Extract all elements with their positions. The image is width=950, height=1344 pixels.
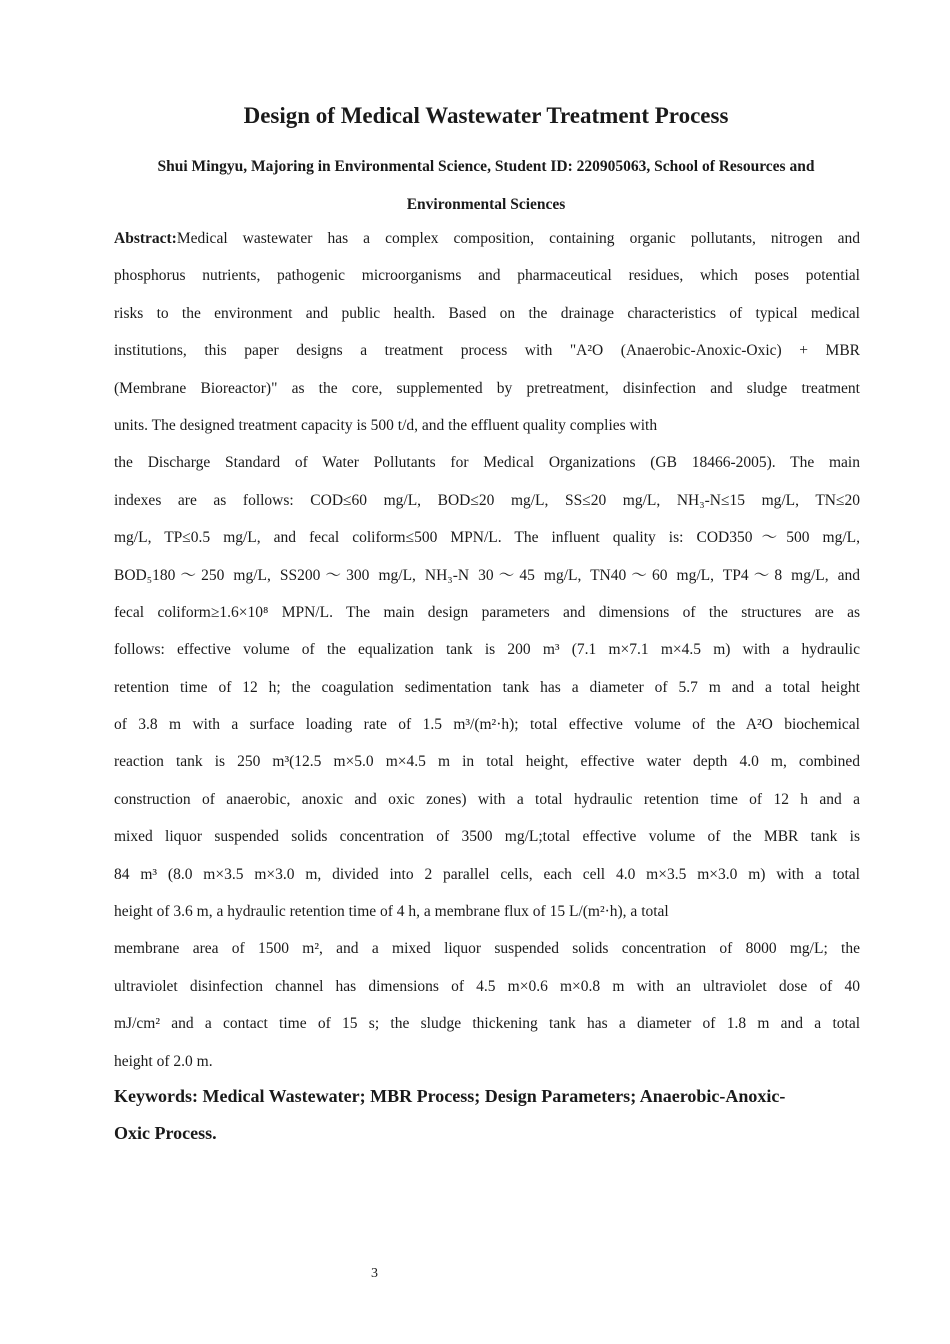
paper-title: Design of Medical Wastewater Treatment Process [243, 103, 729, 128]
abstract-line: risks to the environment and public health. Based on the drainage characteristics of typical medical [114, 304, 860, 322]
abstract-line: construction of anaerobic, anoxic and oxic zones) with a total hydraulic retention time of 12 h and a [114, 790, 860, 808]
abstract-line: phosphorus nutrients, pathogenic microorganisms and pharmaceutical residues, which poses potential [114, 267, 860, 285]
abstract-line [114, 220, 860, 257]
abstract-line: follows: effective volume of the equalization tank is 200 m³ (7.1 m×7.1 m×4.5 m) with a hydraulic [114, 641, 860, 659]
abstract-line: 84 m³ (8.0 m×3.5 m×3.0 m, divided into 2 parallel cells, each cell 4.0 m×3.5 m×3.0 m) with a total [114, 865, 860, 883]
abstract-line: height of 3.6 m, a hydraulic retention time of 4 h, a membrane flux of 15 L/(m²·h), a total [114, 903, 669, 921]
keywords-line-2: Oxic Process. [114, 1123, 217, 1143]
abstract-line: institutions, this paper designs a treatment process with "A²O (Anaerobic-Anoxic-Oxic) + MBR [114, 342, 860, 360]
abstract-text: Medical wastewater has a complex composition, containing organic pollutants, nitrogen and [176, 230, 860, 247]
abstract-line: membrane area of 1500 m², and a mixed liquor suspended solids concentration of 8000 mg/L; the [114, 940, 860, 958]
abstract-line: retention time of 12 h; the coagulation sedimentation tank has a diameter of 5.7 m and a total height [114, 678, 860, 696]
abstract-line: mJ/cm² and a contact time of 15 s; the sludge thickening tank has a diameter of 1.8 m and a total [114, 1015, 860, 1033]
abstract-label: Abstract: [114, 230, 177, 247]
author-info-line-2: Environmental Sciences [406, 196, 566, 213]
abstract-line: the Discharge Standard of Water Pollutants for Medical Organizations (GB 18466-2005). The main [114, 454, 860, 472]
abstract-line: indexes are as follows: COD≤60 mg/L, BOD≤20 mg/L, SS≤20 mg/L, NH₃-N≤15 mg/L, TN≤20 [114, 491, 860, 509]
abstract-line: mixed liquor suspended solids concentration of 3500 mg/L;total effective volume of the MBR tank is [114, 828, 860, 846]
abstract-line: fecal coliform≥1.6×10⁸ MPN/L. The main design parameters and dimensions of the structures are as [114, 603, 860, 621]
author-info [100, 148, 872, 224]
abstract-line: of 3.8 m with a surface loading rate of 1.5 m³/(m²·h); total effective volume of the A²O biochemical [114, 716, 860, 734]
abstract-line: units. The designed treatment capacity is 500 t/d, and the effluent quality complies with [114, 416, 658, 434]
author-info-line-1: Shui Mingyu, Majoring in Environmental Science, Student ID: 220905063, School of Resources and [157, 158, 815, 175]
page-number: 3 [371, 1266, 378, 1281]
abstract-line: height of 2.0 m. [114, 1052, 213, 1070]
abstract [114, 220, 860, 1080]
keywords-line-1: Keywords: Medical Wastewater; MBR Process; Design Parameters; Anaerobic-Anoxic- [114, 1086, 786, 1106]
abstract-line: BOD₅180～250 mg/L, SS200～300 mg/L, NH₃-N 30～45 mg/L, TN40～60 mg/L, TP4～8 mg/L, and [114, 566, 860, 584]
abstract-line: (Membrane Bioreactor)" as the core, supplemented by pretreatment, disinfection and sludge treatment [114, 379, 860, 397]
abstract-line: reaction tank is 250 m³(12.5 m×5.0 m×4.5 m in total height, effective water depth 4.0 m, combined [114, 753, 860, 771]
abstract-line: ultraviolet disinfection channel has dimensions of 4.5 m×0.6 m×0.8 m with an ultraviolet dose of 40 [114, 977, 860, 995]
keywords [114, 1078, 860, 1152]
abstract-line: mg/L, TP≤0.5 mg/L, and fecal coliform≤500 MPN/L. The influent quality is: COD350～500 mg/L, [114, 529, 860, 547]
